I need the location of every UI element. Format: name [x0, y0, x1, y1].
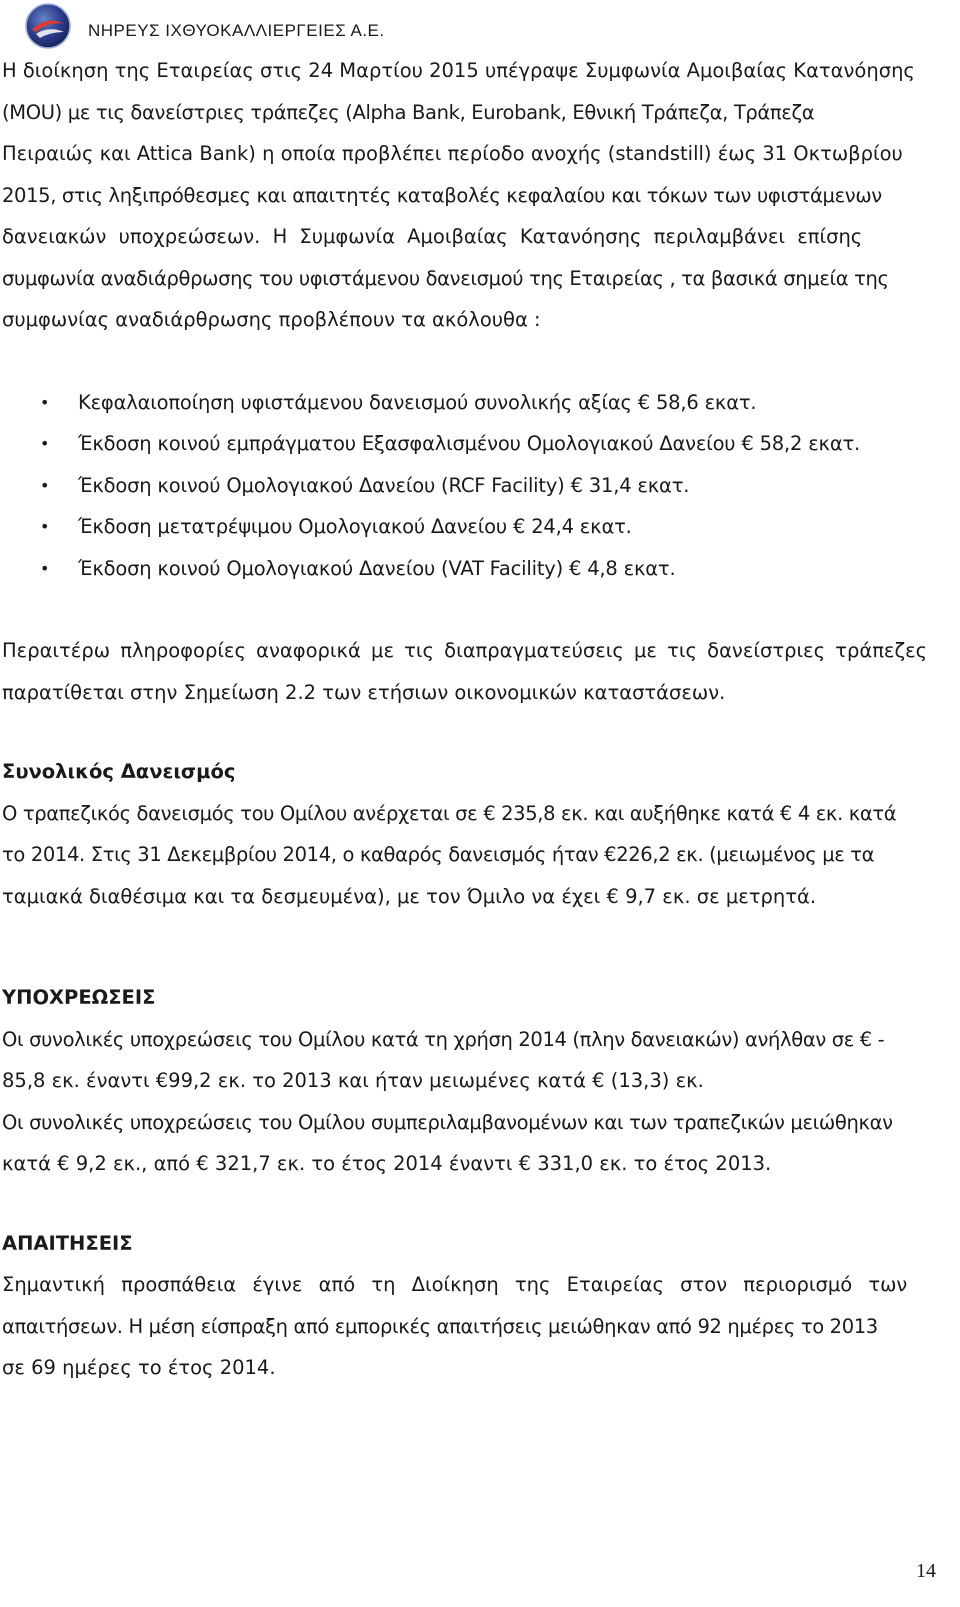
list-item: • Έκδοση μετατρέψιμου Ομολογιακού Δανείου € 24,4 εκατ. [2, 506, 940, 548]
liabilities-line: Οι συνολικές υποχρεώσεις του Ομίλου συμπεριλαμβανομένων και των τραπεζικών μειώθηκαν [2, 1110, 893, 1134]
intro-paragraph [2, 50, 940, 341]
section-heading: ΥΠΟΧΡΕΩΣΕΙΣ [2, 986, 156, 1009]
intro-line: Πειραιώς και Attica Bank) η οποία προβλέπει περίοδο ανοχής (standstill) έως 31 Οκτωβρίου [2, 142, 903, 165]
borrowing-line: το 2014. Στις 31 Δεκεμβρίου 2014, ο καθαρός δανεισμός ήταν €226,2 εκ. (μειωμένος με τα [2, 843, 875, 866]
section-heading [2, 751, 940, 793]
document-body [2, 50, 940, 1389]
intro-line: 2015, στις ληξιπρόθεσμες και απαιτητές καταβολές κεφαλαίου και τόκων των υφιστάμενων [2, 183, 882, 207]
page-header [24, 2, 385, 50]
receivables-line: απαιτήσεων. Η μέση είσπραξη από εμπορικές απαιτήσεις μειώθηκαν από 92 ημέρες το 2013 [2, 1314, 878, 1338]
liabilities-line: 85,8 εκ. έναντι €99,2 εκ. το 2013 και ήταν μειωμένες κατά € (13,3) εκ. [2, 1069, 704, 1092]
further-info-paragraph [2, 630, 940, 713]
receivables-line: Σημαντική προσπάθεια έγινε από τη Διοίκηση της Εταιρείας στον περιορισμό των [2, 1273, 908, 1296]
list-item: • Έκδοση κοινού Ομολογιακού Δανείου (VAT Facility) € 4,8 εκατ. [2, 548, 940, 590]
nireus-fish-logo-icon [24, 2, 72, 50]
liabilities-line: κατά € 9,2 εκ., από € 321,7 εκ. το έτος 2014 έναντι € 331,0 εκ. το έτος 2013. [2, 1152, 772, 1175]
intro-line: συμφωνίας αναδιάρθρωσης προβλέπουν τα ακόλουθα : [2, 308, 541, 331]
intro-line: δανειακών υποχρεώσεων. Η Συμφωνία Αμοιβαίας Κατανόησης περιλαμβάνει επίσης [2, 225, 863, 248]
intro-line: συμφωνία αναδιάρθρωσης του υφιστάμενου δανεισμού της Εταιρείας , τα βασικά σημεία της [2, 266, 889, 290]
list-item: • Κεφαλαιοποίηση υφιστάμενου δανεισμού συνολικής αξίας € 58,6 εκατ. [2, 382, 940, 424]
further-line: παρατίθεται στην Σημείωση 2.2 των ετήσιων οικονομικών καταστάσεων. [2, 680, 726, 704]
intro-line: (MOU) με τις δανείστριες τράπεζες (Alpha Bank, Eurobank, Εθνική Τράπεζα, Τράπεζα [2, 100, 815, 124]
receivables-line: σε 69 ημέρες το έτος 2014. [2, 1356, 276, 1379]
receivables-section [2, 1223, 940, 1389]
liabilities-line: Οι συνολικές υποχρεώσεις του Ομίλου κατά τη χρήση 2014 (πλην δανειακών) ανήλθαν σε € - [2, 1027, 885, 1051]
further-line: Περαιτέρω πληροφορίες αναφορικά με τις διαπραγματεύσεις με τις δανείστριες τράπεζες [2, 639, 928, 662]
borrowing-section [2, 751, 940, 917]
list-item: • Έκδοση κοινού Ομολογιακού Δανείου (RCF Facility) € 31,4 εκατ. [2, 465, 940, 507]
borrowing-line: Ο τραπεζικός δανεισμός του Ομίλου ανέρχεται σε € 235,8 εκ. και αυξήθηκε κατά € 4 εκ. κατά [2, 801, 897, 825]
restructuring-list [2, 382, 940, 590]
section-heading: ΑΠΑΙΤΗΣΕΙΣ [2, 1231, 133, 1255]
list-item: • Έκδοση κοινού εμπράγματου Εξασφαλισμένου Ομολογιακού Δανείου € 58,2 εκατ. [2, 423, 940, 465]
section-heading-text: Συνολικός Δανεισμός [2, 760, 236, 783]
intro-line: Η διοίκηση της Εταιρείας στις 24 Μαρτίου 2015 υπέγραψε Συμφωνία Αμοιβαίας Κατανόησης [2, 59, 915, 82]
liabilities-section [2, 977, 940, 1185]
company-name: ΝΗΡΕΥΣ ΙΧΘΥΟΚΑΛΛΙΕΡΓΕΙΕΣ Α.Ε. [88, 21, 385, 40]
page-number: 14 [916, 1560, 936, 1582]
borrowing-line: ταμιακά διαθέσιμα και τα δεσμευμένα), με τον Όμιλο να έχει € 9,7 εκ. σε μετρητά. [2, 884, 817, 908]
